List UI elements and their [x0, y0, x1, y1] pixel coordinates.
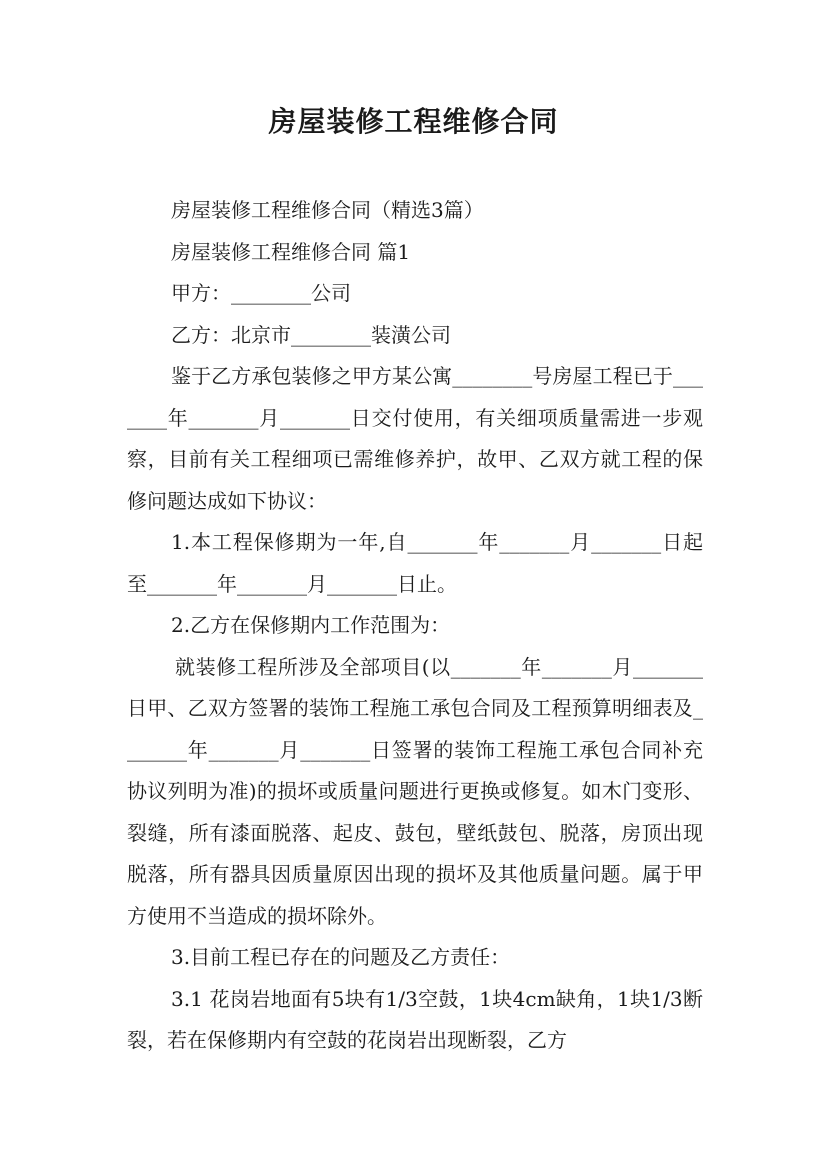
paragraph-clause-2: 2.乙方在保修期内工作范围为：: [171, 613, 451, 637]
paragraph-section-heading: 房屋装修工程维修合同 篇1: [171, 239, 411, 264]
paragraph-party-a: 甲方：________公司: [171, 281, 351, 305]
paragraph-clause-3: 3.目前工程已存在的问题及乙方责任：: [171, 945, 511, 969]
paragraph-clause-1: 1.本工程保修期为一年,自_______年_______月_______日起至_______年_______月_______日止。: [127, 530, 703, 596]
paragraph-clause-2-detail: 就装修工程所涉及全部项目(以_______年_______月_______日甲、乙双方签署的装饰工程施工承包合同及工程预算明细表及_______年_______月_______日签署的装饰工程施工承包合同补充协议列明为准)的损坏或质量问题进行更换或修复。如木门变形、裂缝，所有漆面脱落、起皮、鼓包，壁纸鼓包、脱落，房顶出现脱落，所有器具因质量原因出现的损坏及其他质量问题。属于甲方使用不当造成的损坏除外。: [127, 654, 703, 928]
paragraph-clause-3-1: 3.1 花岗岩地面有5块有1/3空鼓，1块4cm缺角，1块1/3断裂，若在保修期内有空鼓的花岗岩出现断裂，乙方: [127, 986, 703, 1052]
paragraph-party-b: 乙方：北京市________装潢公司: [171, 322, 451, 347]
paragraph-preamble: 鉴于乙方承包装修之甲方某公寓________号房屋工程已于_______年_______月_______日交付使用，有关细项质量需进一步观察，目前有关工程细项已需维修养护，故甲、乙双方就工程的保修问题达成如下协议：: [127, 364, 703, 513]
document-body: [127, 190, 703, 1062]
document-title: 房屋装修工程维修合同: [268, 105, 559, 138]
paragraph-subtitle: 房屋装修工程维修合同（精选3篇）: [171, 198, 484, 222]
